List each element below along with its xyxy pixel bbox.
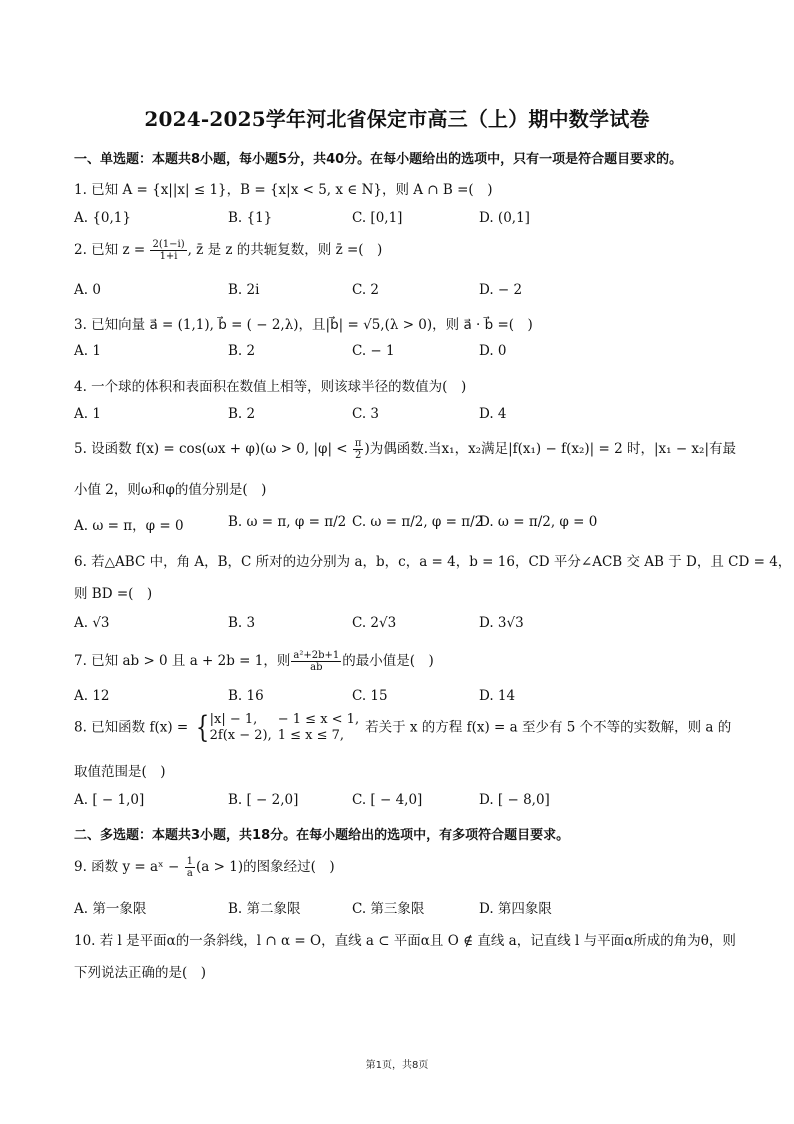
q5-option-a: A. ω = π，φ = 0 xyxy=(74,518,184,534)
exam-title: 2024-2025学年河北省保定市高三（上）期中数学试卷 xyxy=(144,107,650,131)
q9-stem-post: (a > 1)的图象经过( ) xyxy=(196,859,335,875)
q2-fraction xyxy=(150,239,186,262)
q9-frac-num: 1 xyxy=(186,856,194,867)
q8-piecewise xyxy=(210,712,365,744)
q9-frac-den: a xyxy=(186,868,193,879)
question-1-stem: 1. 已知 A = {x||x| ≤ 1}，B = {x|x < 5, x ∈ N}，则 A ∩ B =( ) xyxy=(74,182,493,198)
q9-stem-pre: 9. 函数 y = aˣ − xyxy=(74,859,184,875)
question-10-stem-line-1: 10. 若 l 是平面α的一条斜线，l ∩ α = O，直线 a ⊂ 平面α且 O ∉ 直线 a，记直线 l 与平面α所成的角为θ，则 xyxy=(74,933,736,949)
q4-option-b: B. 2 xyxy=(228,406,256,422)
q8-option-d: D. [ − 8,0] xyxy=(479,792,550,808)
q6-option-d: D. 3√3 xyxy=(479,615,524,631)
q9-option-b: B. 第二象限 xyxy=(228,901,301,917)
question-4-stem: 4. 一个球的体积和表面积在数值上相等，则该球半径的数值为( ) xyxy=(74,379,467,395)
question-3-stem: 3. 已知向量 a⃗ = (1,1), b⃗ = ( − 2,λ)，且|b⃗| = √5,(λ > 0)，则 a⃗ · b⃗ =( ) xyxy=(74,317,533,333)
question-3-options xyxy=(74,343,734,363)
q9-option-a: A. 第一象限 xyxy=(74,901,147,917)
q7-stem-post: 的最小值是( ) xyxy=(342,653,434,669)
q8-case-1-expr: |x| − 1, xyxy=(209,712,258,727)
q6-option-a: A. √3 xyxy=(74,615,110,631)
q2-option-b: B. 2i xyxy=(228,282,260,298)
q1-option-b: B. {1} xyxy=(228,210,273,226)
q2-stem-pre: 2. 已知 z = xyxy=(74,242,150,258)
q7-frac-num: a²+2b+1 xyxy=(293,650,340,661)
q9-option-c: C. 第三象限 xyxy=(352,901,425,917)
question-1-options xyxy=(74,210,734,230)
q3-option-a: A. 1 xyxy=(74,343,101,359)
question-6-stem-line-2: 则 BD =( ) xyxy=(74,586,153,602)
section-multi-choice-heading: 二、多选题：本题共3小题，共18分。在每小题给出的选项中，有多项符合题目要求。 xyxy=(74,828,570,843)
q8-stem-pre: 8. 已知函数 f(x) = xyxy=(74,719,189,736)
q2-option-d: D. − 2 xyxy=(479,282,523,298)
question-7-stem xyxy=(74,649,434,673)
q7-frac-den: ab xyxy=(310,662,323,673)
q9-option-d: D. 第四象限 xyxy=(479,901,552,917)
q1-option-c: C. [0,1] xyxy=(352,210,403,226)
question-2-options xyxy=(74,282,734,302)
question-8-options xyxy=(74,792,734,812)
q5-option-c: C. ω = π/2, φ = π/2 xyxy=(352,514,484,530)
q7-option-c: C. 15 xyxy=(352,688,388,704)
q2-option-c: C. 2 xyxy=(352,282,380,298)
q5-option-d: D. ω = π/2, φ = 0 xyxy=(479,514,598,530)
q4-option-c: C. 3 xyxy=(352,406,380,422)
q6-option-b: B. 3 xyxy=(228,615,256,631)
page-footer: 第1页，共8页 xyxy=(365,1060,429,1071)
q5-frac-den: 2 xyxy=(355,450,362,461)
q7-option-d: D. 14 xyxy=(479,688,516,704)
question-9-stem xyxy=(74,855,335,879)
q8-piecewise-brace: { xyxy=(195,710,209,745)
section-single-choice-heading: 一、单选题：本题共8小题，每小题5分，共40分。在每小题给出的选项中，只有一项是符合题目要求的。 xyxy=(74,152,683,167)
q7-option-b: B. 16 xyxy=(228,688,264,704)
q3-option-b: B. 2 xyxy=(228,343,256,359)
question-6-stem-line-1: 6. 若△ABC 中，角 A，B，C 所对的边分别为 a，b，c，a = 4，b = 16，CD 平分∠ACB 交 AB 于 D，且 CD = 4， xyxy=(74,554,792,570)
q8-option-b: B. [ − 2,0] xyxy=(228,792,299,808)
q5-fraction xyxy=(353,438,364,461)
q2-stem-post: , z̄ 是 z 的共轭复数，则 z̄ =( ) xyxy=(187,242,383,258)
question-7-options xyxy=(74,688,734,708)
q7-option-a: A. 12 xyxy=(74,688,110,704)
question-4-options xyxy=(74,406,734,426)
q7-fraction xyxy=(291,650,341,673)
q1-option-d: D. (0,1] xyxy=(479,210,530,226)
q2-option-a: A. 0 xyxy=(74,282,101,298)
q4-option-d: D. 4 xyxy=(479,406,507,422)
question-5-stem-line-1 xyxy=(74,437,736,461)
q1-option-a: A. {0,1} xyxy=(74,210,131,226)
question-6-options xyxy=(74,615,734,635)
q5-stem-pre: 5. 设函数 f(x) = cos(ωx + φ)(ω > 0, |φ| < xyxy=(74,441,352,457)
q8-case-2-cond: 1 ≤ x ≤ 7, xyxy=(277,728,345,743)
q8-option-a: A. [ − 1,0] xyxy=(74,792,145,808)
q4-option-a: A. 1 xyxy=(74,406,101,422)
q3-option-d: D. 0 xyxy=(479,343,507,359)
question-2-stem xyxy=(74,238,382,262)
question-8-stem-line-2: 取值范围是( ) xyxy=(74,764,166,780)
q7-stem-pre: 7. 已知 ab > 0 且 a + 2b = 1，则 xyxy=(74,653,291,669)
q5-frac-num: π xyxy=(354,438,362,449)
question-8-stem-line-1 xyxy=(74,712,731,744)
q2-frac-den: 1+i xyxy=(159,251,178,262)
q8-case-2-expr: 2f(x − 2), xyxy=(209,728,272,743)
q8-option-c: C. [ − 4,0] xyxy=(352,792,423,808)
q6-option-c: C. 2√3 xyxy=(352,615,397,631)
q8-stem-post: 若关于 x 的方程 f(x) = a 至少有 5 个不等的实数解，则 a 的 xyxy=(365,719,732,736)
q3-option-c: C. − 1 xyxy=(352,343,395,359)
question-10-stem-line-2: 下列说法正确的是( ) xyxy=(74,965,207,981)
question-5-stem-line-2: 小值 2，则ω和φ的值分别是( ) xyxy=(74,482,267,498)
q2-frac-num: 2(1−i) xyxy=(152,239,185,250)
question-5-options xyxy=(74,514,734,534)
q5-option-b: B. ω = π, φ = π/2 xyxy=(228,514,347,530)
question-9-options xyxy=(74,897,734,917)
q8-case-1-cond: − 1 ≤ x < 1, xyxy=(277,712,360,727)
q9-fraction xyxy=(185,856,195,879)
q5-stem-post: )为偶函数.当x₁，x₂满足|f(x₁) − f(x₂)| = 2 时，|x₁ − x₂|有最 xyxy=(364,441,737,457)
